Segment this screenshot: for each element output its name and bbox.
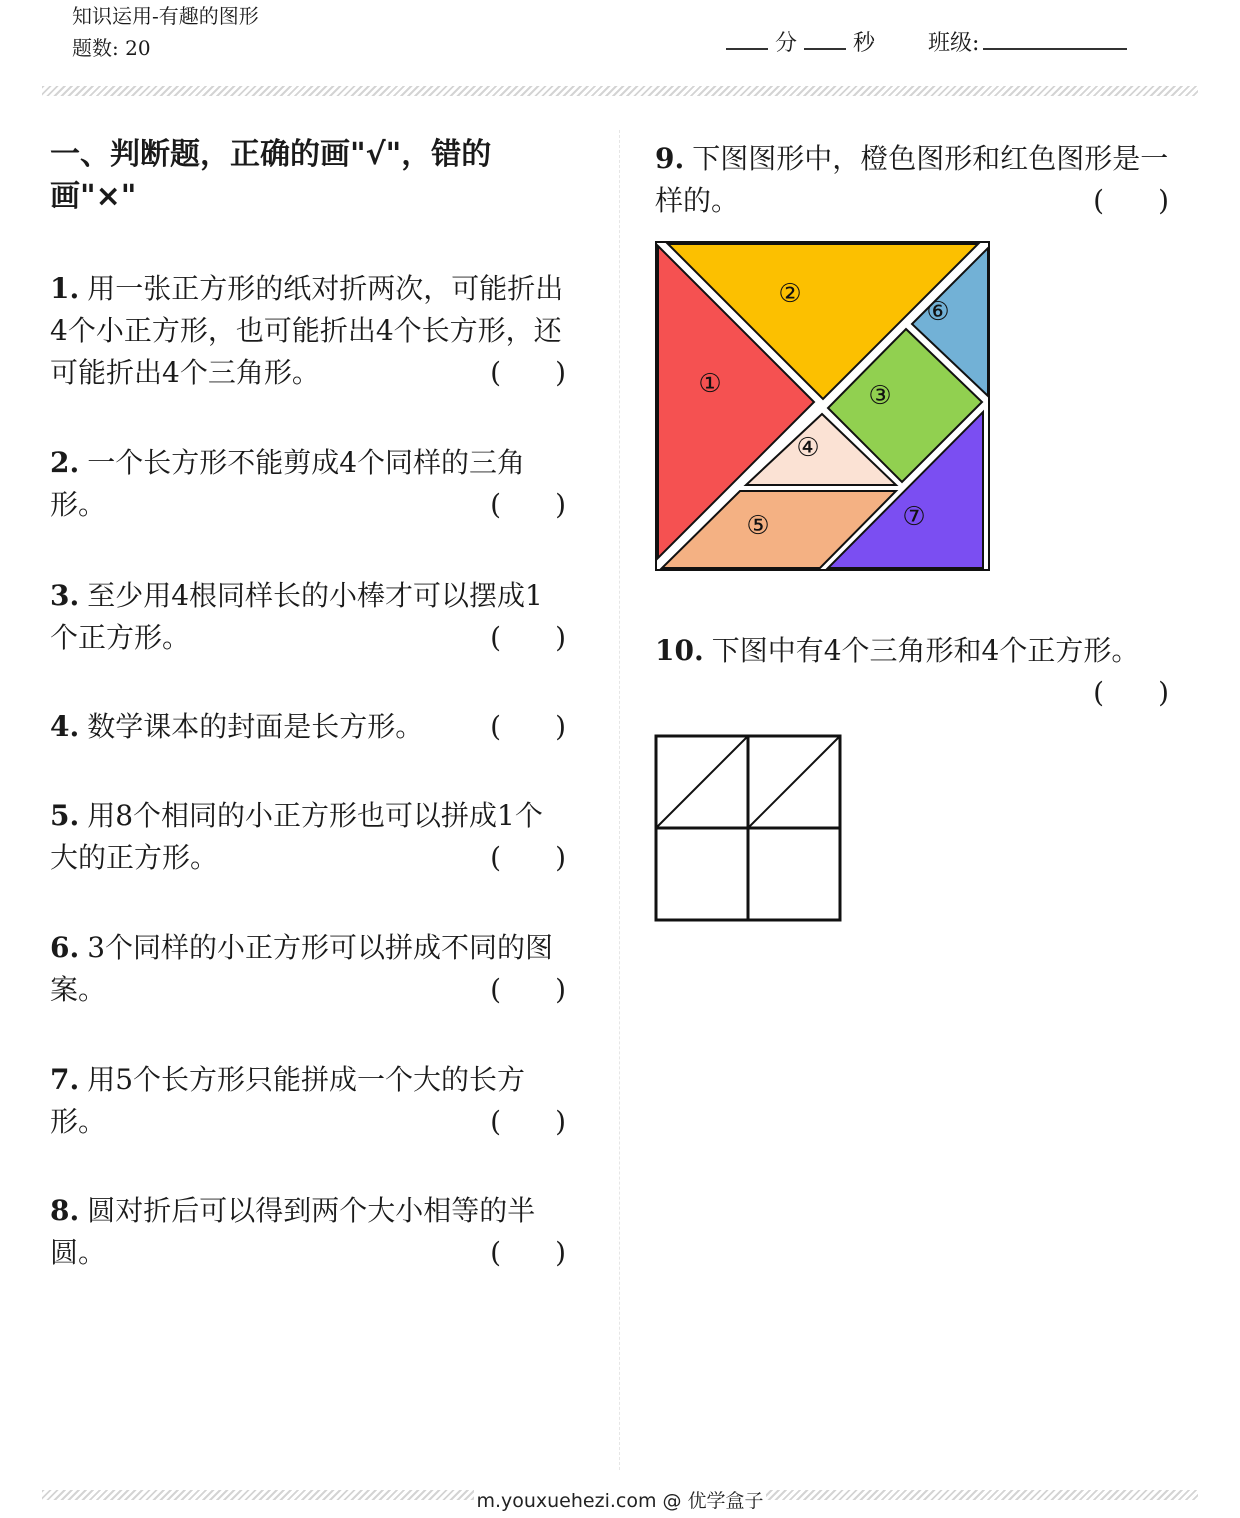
- answer-blank[interactable]: ( ): [490, 488, 566, 521]
- footer: [0, 1486, 1240, 1513]
- minute-label: 分: [775, 31, 798, 56]
- tangram-label-2: ②: [778, 279, 802, 309]
- answer-blank[interactable]: ( ): [490, 1105, 566, 1138]
- tangram-figure: [650, 236, 996, 576]
- question-text: 用一张正方形的纸对折两次，可能折出4个小正方形，也可能折出4个长方形，还可能折出4个三角形。: [50, 272, 564, 389]
- question-text: 数学课本的封面是长方形。: [87, 710, 424, 743]
- answer-blank[interactable]: ( ): [490, 1236, 566, 1269]
- question-9: [655, 138, 1169, 222]
- grid-figure: [652, 732, 846, 924]
- class-label: 班级:: [928, 31, 980, 56]
- question-text: 用5个长方形只能拼成一个大的长方形。: [50, 1063, 526, 1138]
- tangram-label-5: ⑤: [746, 511, 770, 541]
- grid-diagonal-left: [656, 736, 748, 828]
- minutes-blank[interactable]: [726, 48, 768, 50]
- class-blank[interactable]: [983, 48, 1127, 50]
- worksheet-title: 知识运用-有趣的图形: [72, 4, 259, 28]
- time-fields: [726, 26, 875, 57]
- answer-blank[interactable]: ( ): [490, 710, 566, 743]
- tangram-label-1: ①: [698, 369, 722, 399]
- question-number: 4.: [50, 710, 80, 743]
- question-6: [50, 927, 580, 1011]
- class-field: [928, 26, 1127, 57]
- question-text: 一个长方形不能剪成4个同样的三角形。: [50, 446, 526, 521]
- question-8: [50, 1190, 566, 1274]
- question-4: [50, 706, 566, 748]
- question-2: [50, 442, 566, 526]
- question-text: 下图图形中，橙色图形和红色图形是一样的。: [655, 142, 1169, 217]
- question-7: [50, 1059, 566, 1143]
- question-5: [50, 795, 566, 879]
- seconds-blank[interactable]: [804, 48, 846, 50]
- answer-blank[interactable]: ( ): [1093, 184, 1169, 217]
- question-number: 9.: [655, 142, 685, 175]
- tangram-label-6: ⑥: [926, 297, 950, 327]
- question-number: 7.: [50, 1063, 80, 1096]
- question-number: 1.: [50, 272, 80, 305]
- tangram-label-4: ④: [796, 433, 820, 463]
- question-3: [50, 575, 566, 659]
- answer-blank[interactable]: ( ): [490, 356, 566, 389]
- grid-diagonal-right: [748, 736, 840, 828]
- second-label: 秒: [853, 31, 876, 56]
- answer-blank[interactable]: ( ): [490, 621, 566, 654]
- section-title: 一、判断题，正确的画"√"，错的画"×": [50, 137, 492, 214]
- question-number: 5.: [50, 799, 80, 832]
- footer-text: m.youxuehezi.com @ 优学盒子: [476, 1490, 764, 1512]
- question-count: 题数: 20: [72, 36, 151, 60]
- question-number: 3.: [50, 579, 80, 612]
- question-10: [655, 630, 1169, 714]
- question-text: 圆对折后可以得到两个大小相等的半圆。: [50, 1194, 536, 1269]
- answer-blank[interactable]: ( ): [490, 841, 566, 874]
- question-text: 至少用4根同样长的小棒才可以摆成1个正方形。: [50, 579, 543, 654]
- header-hatch-divider: [42, 86, 1198, 96]
- tangram-label-3: ③: [868, 381, 892, 411]
- column-divider: [619, 130, 620, 1470]
- question-text: 下图中有4个三角形和4个正方形。: [711, 634, 1140, 667]
- answer-blank[interactable]: ( ): [490, 973, 566, 1006]
- question-number: 10.: [655, 634, 704, 667]
- tangram-label-7: ⑦: [902, 502, 926, 532]
- question-number: 2.: [50, 446, 80, 479]
- question-number: 8.: [50, 1194, 80, 1227]
- question-1: [50, 268, 566, 394]
- question-text: 用8个相同的小正方形也可以拼成1个大的正方形。: [50, 799, 543, 874]
- answer-blank[interactable]: ( ): [1093, 676, 1169, 709]
- question-text: 3个同样的小正方形可以拼成不同的图案。: [50, 931, 554, 1006]
- question-number: 6.: [50, 931, 80, 964]
